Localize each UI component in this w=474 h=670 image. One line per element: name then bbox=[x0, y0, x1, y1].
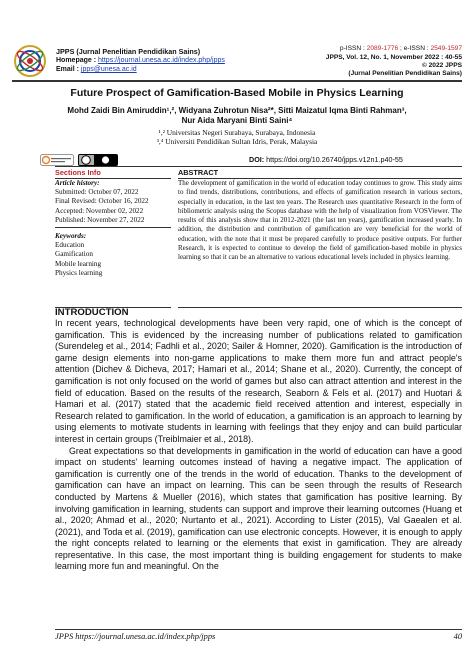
doi-link[interactable]: https://doi.org/10.26740/jpps.v12n1.p40-55 bbox=[266, 155, 403, 164]
issn-line bbox=[340, 45, 462, 52]
introduction-heading: INTRODUCTION bbox=[55, 307, 129, 318]
keyword-item: Physics learning bbox=[55, 268, 103, 277]
issn-print: 2089-1776 bbox=[366, 45, 399, 52]
keyword-item: Gamification bbox=[55, 250, 93, 259]
page-number: 40 bbox=[453, 632, 462, 641]
journal-name: JPPS (Jurnal Penelitian Pendidikan Sains) bbox=[56, 47, 201, 56]
history-published: Published: November 27, 2022 bbox=[55, 215, 145, 224]
affiliation-2: ³,⁴ Universiti Pendidikan Sultan Idris, Perak, Malaysia bbox=[156, 137, 318, 146]
info-box-top-rule bbox=[55, 166, 462, 167]
history-heading: Article history: bbox=[55, 179, 100, 187]
journal-short-name: (Jurnal Penelitian Pendidikan Sains) bbox=[348, 70, 462, 77]
copyright-year: © 2022 JPPS bbox=[421, 62, 462, 69]
keywords-divider bbox=[55, 227, 171, 229]
doi-label: DOI: bbox=[249, 155, 267, 164]
email-label: Email : bbox=[56, 66, 81, 73]
sections-info-panel bbox=[55, 178, 171, 308]
journal-logo-icon bbox=[13, 44, 47, 78]
journal-homepage bbox=[56, 57, 225, 64]
authors-line-2: Nur Aida Maryani Binti Saini⁴ bbox=[181, 116, 293, 125]
issn-e: 2549-1597 bbox=[430, 45, 462, 52]
header-divider bbox=[12, 80, 462, 82]
keywords-heading: Keywords: bbox=[55, 232, 87, 241]
page-footer bbox=[55, 629, 462, 641]
journal-email bbox=[56, 66, 137, 73]
authors-line-1: Mohd Zaidi Bin Amiruddin¹,², Widyana Zuhrotun Nisa²*, Sitti Maizatul Iqma Binti Rahman³, bbox=[67, 106, 407, 115]
history-submitted: Submitted: October 07, 2022 bbox=[55, 188, 139, 197]
introduction-body bbox=[55, 318, 462, 573]
intro-paragraph-2: Great expectations so that developments in gamification in the world of education can have a good impact on students' learning outcomes instead of having a negative impact. The application of gamification is currently one of the trends in the world of education. Thanks to the development of gamification can have an impact on learning. This can be seen through the results of Research conducted by Martens & Mueller (2016), which states that gamification has positive learning. By involving gamification in learning, students can support and improve their learning outcomes (Huang et al., 2020; Ahmad et al., 2020; Nurtanto et al., 2021). According to Lister (2015), Val Gaealen et al. (2021), and Toda et al. (2019), gamification can use electronic concepts. However, it is enough to apply the right concepts related to learning or the elements that exist in gamification. They are already representative. In this case, the most important thing is building engagement for students to make learning more fun and meaningful. On the bbox=[55, 445, 462, 572]
keyword-item: Education bbox=[55, 241, 85, 250]
doi-line bbox=[249, 155, 403, 164]
abstract-heading: ABSTRACT bbox=[178, 168, 219, 177]
keyword-item: Mobile learning bbox=[55, 259, 102, 268]
footer-journal-url: JPPS https://journal.unesa.ac.id/index.php/jpps bbox=[55, 632, 216, 641]
abstract-panel bbox=[178, 178, 462, 308]
affiliation-1: ¹,² Universitas Negeri Surabaya, Surabaya, Indonesia bbox=[158, 128, 316, 137]
history-accepted: Accepted: November 02, 2022 bbox=[55, 206, 144, 215]
article-title: Future Prospect of Gamification-Based Mobile in Physics Learning bbox=[70, 87, 404, 99]
cc-license-icon bbox=[78, 154, 118, 166]
issn-print-label: p-ISSN : bbox=[339, 45, 367, 52]
open-access-icon bbox=[40, 154, 74, 166]
issn-e-label: ; e-ISSN : bbox=[398, 45, 431, 52]
email-link[interactable]: jpps@unesa.ac.id bbox=[80, 66, 137, 73]
sections-info-heading: Sections Info bbox=[55, 168, 101, 177]
homepage-link[interactable]: https://journal.unesa.ac.id/index.php/jpps bbox=[98, 57, 225, 64]
history-revised: Final Revised: October 16, 2022 bbox=[55, 197, 149, 206]
intro-paragraph-1: In recent years, technological developments have been very rapid, one of which is the concept of gamification. This is evidenced by the increasing number of publications related to gamification (Surendeleg et al., 2014; Fadhli et al., 2020; Sailer & Homner, 2020). Gamification is the introduction of game design elements into non-game applications to make them more fun and attract people's attention (Dichev & Dicheva, 2017; Hamari et al., 2014; Shane et al., 2020). Currently, the concept of gamification is not only focused on the world of games but also can attract attention and interest in the field of education. Based on the results of the research, Seaborn & Fels et al. (2017) and Huotari & Hamari et al. (2017) stated that the academic field received attention and interest, especially in Research related to gamification. In the world of education, a gamification is an approach to learning by using elements to motivate students in learning with feelings that they enjoy and can build particular interest in certain groups (Treiblmaier et al., 2018). bbox=[55, 318, 462, 444]
abstract-text: The development of gamification in the world of education today continues to grow. This study aims to find trends, distributions, contributions, and effects of gamification research in various sectors, especially in education, in the last ten years. The Research uses quantitative Research in the form of bibliometric analysis using the Scopus database with the help of visualization from VOSViewer. The results of this analysis show that in 2012-2021 (the last ten years), gamification increased yearly. In addition, the distribution and contribution of gamification are very beneficial for the world of education, with the note that it must be prepared carefully to produce positive outputs. For further Research, it is expected to continue to develop the field of gamification-based mobile in physics learning so that it can be an alternative to various educational levels included in physics learning. bbox=[178, 179, 462, 262]
homepage-label: Homepage : bbox=[56, 57, 99, 64]
volume-info: JPPS, Vol. 12, No. 1, November 2022 : 40-55 bbox=[325, 54, 462, 61]
